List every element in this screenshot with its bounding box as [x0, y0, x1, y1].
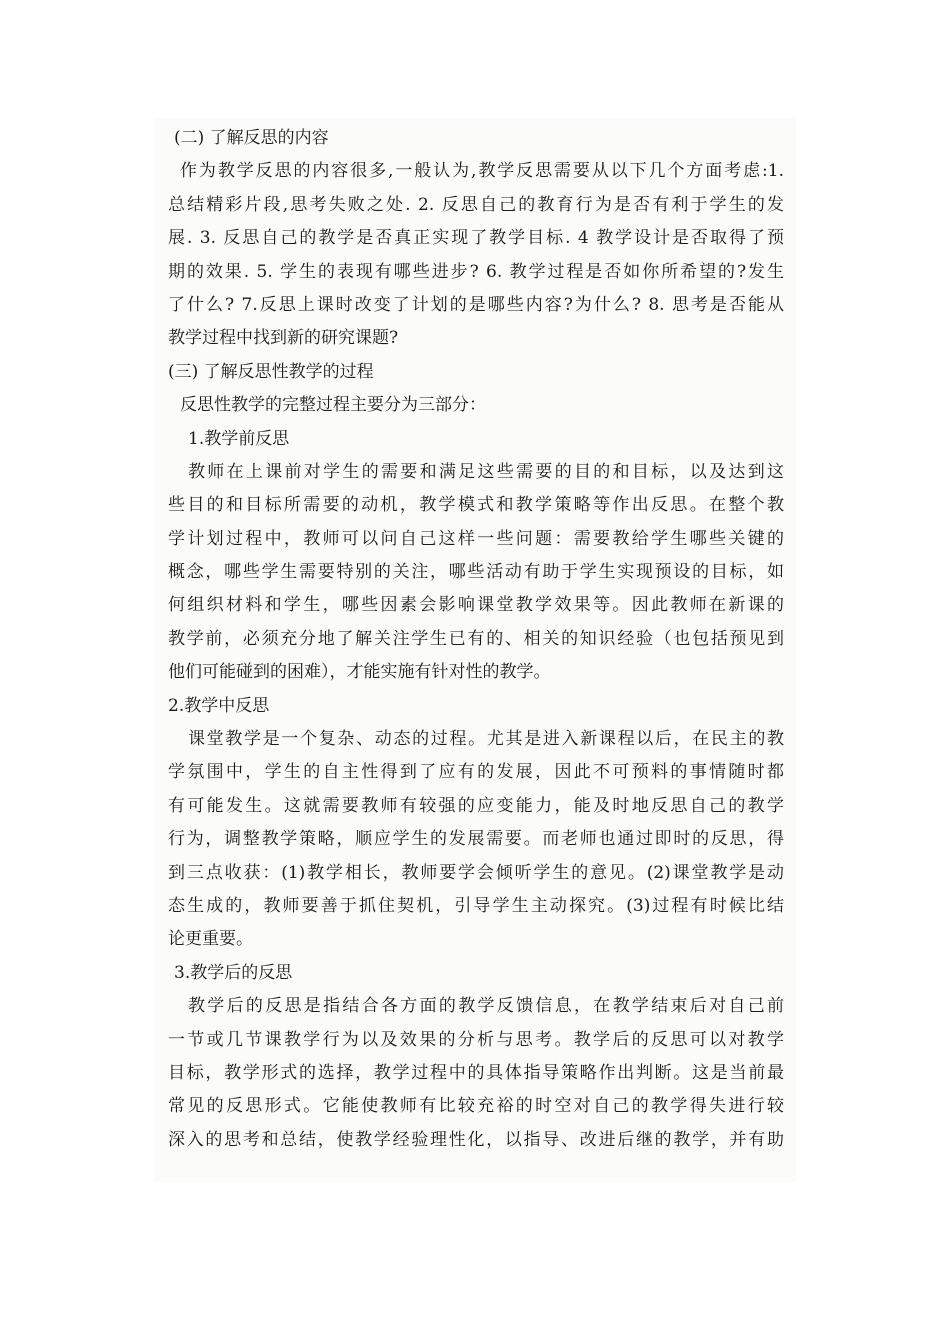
document-text-line: 作为教学反思的内容很多,一般认为,教学反思需要从以下几个方面考虑:1.: [180, 161, 784, 182]
document-text-line: 展. 3. 反思自己的教学是否真正实现了教学目标. 4 教学设计是否取得了预: [168, 228, 784, 249]
document-text-line: 课堂教学是一个复杂、动态的过程。尤其是进入新课程以后，在民主的教: [188, 729, 784, 750]
document-body: [154, 118, 796, 1182]
document-text-line: 有可能发生。这就需要教师有较强的应变能力，能及时地反思自己的教学: [168, 795, 784, 816]
document-text-line: 反思性教学的完整过程主要分为三部分：: [180, 395, 486, 416]
document-text-line: 概念，哪些学生需要特别的关注，哪些活动有助于学生实现预设的目标，如: [168, 562, 784, 583]
document-text-line: 态生成的，教师要善于抓住契机，引导学生主动探究。(3)过程有时候比结: [168, 895, 784, 916]
document-text-line: 一节或几节课教学行为以及效果的分析与思考。教学后的反思可以对教学: [168, 1029, 784, 1050]
document-text-line: 深入的思考和总结，使教学经验理性化，以指导、改进后继的教学，并有助: [168, 1129, 784, 1150]
document-text-line: 何组织材料和学生，哪些因素会影响课堂教学效果等。因此教师在新课的: [168, 595, 784, 616]
document-text-line: 教学前，必须充分地了解关注学生已有的、相关的知识经验（也包括预见到: [168, 628, 784, 649]
document-text-line: 学氛围中，学生的自主性得到了应有的发展，因此不可预料的事情随时都: [168, 762, 784, 783]
document-text-line: 论更重要。: [168, 929, 253, 950]
document-text-line: 教学后的反思是指结合各方面的教学反馈信息，在教学结束后对自己前: [188, 996, 784, 1017]
document-text-line: 行为，调整教学策略，顺应学生的发展需要。而老师也通过即时的反思，得: [168, 829, 784, 850]
document-text-line: 期的效果. 5. 学生的表现有哪些进步? 6. 教学过程是否如你所希望的?发生: [168, 261, 784, 282]
document-text-line: 教师在上课前对学生的需要和满足这些需要的目的和目标，以及达到这: [188, 461, 784, 482]
document-text-line: 教学过程中找到新的研究课题?: [168, 328, 399, 349]
document-text-line: (二) 了解反思的内容: [174, 128, 329, 148]
document-text-line: 到三点收获：(1)教学相长，教师要学会倾听学生的意见。(2)课堂教学是动: [168, 862, 784, 883]
document-text-line: 3.教学后的反思: [174, 962, 293, 983]
document-text-line: 常见的反思形式。它能使教师有比较充裕的时空对自己的教学得失进行较: [168, 1096, 784, 1117]
document-text-line: 了什么? 7.反思上课时改变了计划的是哪些内容?为什么? 8. 思考是否能从: [168, 294, 784, 315]
document-text-line: 学计划过程中，教师可以问自己这样一些问题：需要教给学生哪些关键的: [168, 528, 784, 549]
document-text-line: (三) 了解反思性教学的过程: [168, 361, 374, 382]
document-text-line: 2.教学中反思: [168, 695, 270, 716]
document-text-line: 他们可能碰到的困难），才能实施有针对性的教学。: [168, 662, 551, 683]
document-text-line: 1.教学前反思: [188, 428, 290, 449]
document-text-line: 总结精彩片段,思考失败之处. 2. 反思自己的教育行为是否有利于学生的发: [168, 194, 784, 215]
document-text-line: 目标，教学形式的选择，教学过程中的具体指导策略作出判断。这是当前最: [168, 1062, 784, 1083]
document-text-line: 些目的和目标所需要的动机，教学模式和教学策略等作出反思。在整个教: [168, 495, 784, 516]
